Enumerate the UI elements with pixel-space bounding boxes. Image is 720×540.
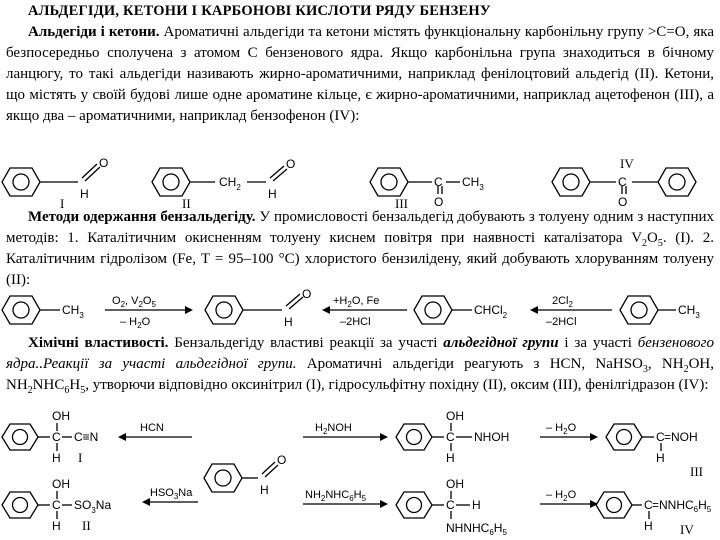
ch2-group: $CH_2$ [219, 175, 241, 192]
o-atom: O [302, 287, 312, 301]
section-lead-aldehydes: Альдегіди і кетони. [28, 24, 160, 40]
h-atom: H [80, 187, 89, 201]
reagent-label-minus-2hcl: –2HCl [340, 316, 371, 328]
label-iii: III [690, 464, 703, 479]
h-atom: H [52, 519, 61, 533]
c-atom: C [618, 175, 627, 189]
benzene-ring-oxime [606, 424, 642, 450]
benzene-ring-4 [552, 168, 590, 196]
h-atom: H [472, 498, 481, 512]
o-atom: O [286, 157, 296, 171]
label-iv: IV [620, 156, 634, 171]
oh-group: OH [52, 409, 70, 423]
c-atom: C [446, 498, 455, 512]
c-atom: C [446, 430, 455, 444]
paragraph-chemical-properties: Хімічні властивості. Бензальдегіду властиві реакції за участі альдегідної групи і за участі бензенового ядра..Реакції за участі альдегідної групи. Ароматичні альдегіди реагують з HCN, NaHSO$_3$, $NH_2OH$, $NH_2NHC_6H_5$, утворючи відповідно оксинітрил (I), гідросульфітну похідну (II), оксим (III), фенілгідразон (IV): [6, 335, 714, 396]
o-atom: O [99, 156, 109, 170]
o-atom: O [434, 195, 444, 209]
benzene-ring-benzaldehyde [204, 464, 242, 492]
reagent-label-o2-v2o5: $O_2$, $V_2O_5$ [112, 295, 156, 309]
o-atom: O [618, 195, 628, 209]
nhoh-group: NHOH [474, 430, 510, 444]
oh-group: OH [52, 477, 70, 491]
benzene-ring-3 [370, 168, 408, 196]
reagent-minus-h2o: – $H_2O$ [546, 422, 577, 436]
benzene-ring-hydroxylamine-adduct [396, 424, 432, 450]
structures-scheme-1 [0, 156, 720, 211]
paragraph-aldehydes-ketones [6, 22, 714, 127]
nhnh-group: $NHNHC_6H_5$ [446, 521, 507, 537]
benzene-ring-benzylidene-chloride [414, 296, 452, 324]
structures-scheme-2 [0, 287, 720, 332]
oh-group: OH [446, 477, 464, 491]
benzene-ring-bisulfite [2, 492, 38, 518]
label-ii: II [82, 518, 91, 533]
h-atom: H [644, 519, 653, 533]
h-atom: H [52, 451, 61, 465]
reagent-hcn: HCN [140, 422, 164, 434]
page-title: АЛЬДЕГІДИ, КЕТОНИ І КАРБОНОВІ КИСЛОТИ РЯДУ БЕНЗЕНУ [28, 3, 491, 19]
benzene-ring-benzaldehyde [205, 296, 243, 324]
benzene-ring-1 [2, 168, 40, 196]
so3na-group: $SO_3Na$ [74, 498, 112, 515]
label-iii: III [395, 196, 408, 211]
section-lead-preparation: Методи одержання бензальдегіду. [28, 209, 256, 225]
benzene-ring-hydrazone [596, 492, 632, 518]
cn-group: C≡N [74, 430, 99, 444]
reagent-label-2cl2: $2Cl_2$ [552, 295, 573, 309]
h-atom: H [260, 483, 269, 497]
benzene-ring-hydrazine-adduct [396, 492, 432, 518]
reagent-label-minus-2hcl: –2HCl [546, 316, 577, 328]
label-i: I [78, 450, 83, 465]
h-atom: H [446, 451, 455, 465]
benzene-ring-toluene-2 [620, 296, 658, 324]
ch3-group: $CH_3$ [462, 175, 484, 192]
reagent-phenylhydrazine: $NH_2NHC_6H_5$ [305, 489, 367, 503]
c-atom: C [434, 175, 443, 189]
reagent-label-h2o-fe: $+H_2O$, Fe [333, 295, 380, 309]
reagent-minus-h2o: – $H_2O$ [546, 489, 577, 503]
ch3-group: $CH_3$ [62, 303, 84, 320]
h-atom: H [268, 187, 277, 201]
c-atom: C [644, 498, 653, 512]
oh-group: OH [446, 409, 464, 423]
chnn-group: $=NNHC_6H_5$ [652, 498, 712, 514]
noh-group: =NOH [664, 430, 698, 444]
section-lead-properties: Хімічні властивості. [28, 335, 169, 351]
reagent-hso3na: $HSO_3Na$ [150, 487, 193, 501]
label-iv: IV [680, 522, 694, 537]
h-atom: H [284, 315, 293, 329]
benzene-ring-cyanohydrin [2, 424, 38, 450]
c-atom: C [52, 498, 61, 512]
benzene-ring-2 [152, 168, 190, 196]
reagent-label-minus-h2o: – $H_2O$ [120, 316, 151, 330]
o-atom: O [277, 453, 287, 467]
h-atom: H [656, 451, 665, 465]
benzene-ring-toluene [2, 296, 40, 324]
label-i: I [60, 196, 65, 211]
bonds-compound-i [40, 164, 100, 182]
structures-scheme-3 [0, 409, 720, 538]
reagent-nh2oh: $H_2NOH$ [315, 422, 352, 436]
c-atom: C [656, 430, 665, 444]
benzene-ring-5 [658, 168, 696, 196]
paragraph-text: Ароматичні альдегіди та кетони містять функціональну карбонільну групу >С=О, яка безпосередньо сполучена з атомом С бензенового ядра. Якщо карбонільна група знаходиться в бічному ланцюгу, то такі альдегіди називають жирно-ароматичними, наприклад фенілоцтовий альдегід (II). Кетони, що містять у своїй будові лише одне ароматине кільце, є жирно-ароматичними, наприклад ацетофенон (III), а якщо два – ароматичними, наприклад бензофенон (IV): [6, 24, 714, 124]
c-atom: C [52, 430, 61, 444]
paragraph-preparation: Методи одержання бензальдегіду. У промисловості бензальдегід добувають з толуену одним з наступних методів: 1. Каталітичним окисненням толуену киснем повітря при наявності каталізатора $V_2O_5$. (I). 2. Каталітичним гідролізом (Fe, T = 95–100 °C) хлористого бензилідену, який добувають хлоруванням толуену (II): [6, 209, 714, 288]
chcl2-group: CHCl$_2$ [474, 303, 508, 320]
ch3-group: $CH_3$ [678, 303, 700, 320]
label-ii: II [182, 196, 191, 211]
